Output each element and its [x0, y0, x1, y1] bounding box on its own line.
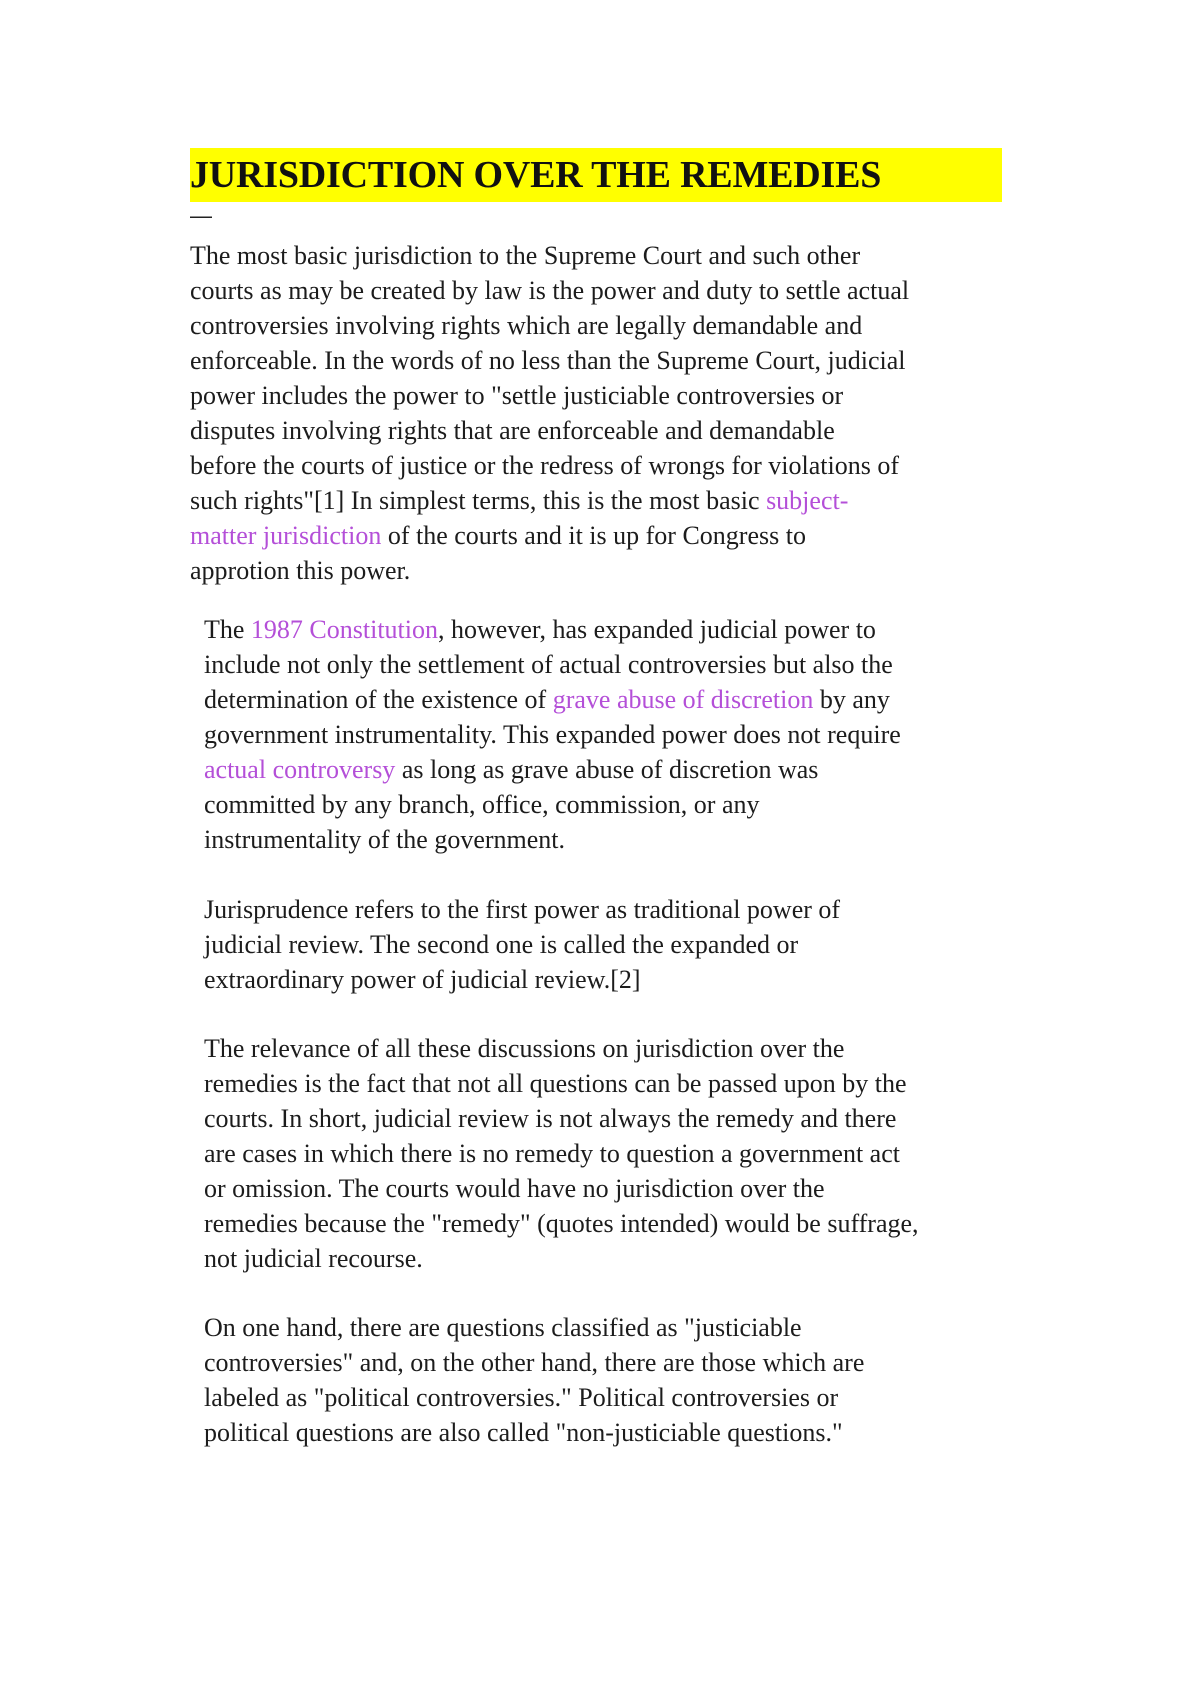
text-line: On one hand, there are questions classified as "justiciable — [204, 1313, 802, 1342]
text-line — [204, 612, 1024, 647]
link-subject-matter-jurisdiction[interactable]: subject- — [766, 486, 849, 515]
text-line: controversies" and, on the other hand, there are those which are — [204, 1348, 865, 1377]
text-segment: The — [204, 615, 251, 644]
text-line: political questions are also called "non-justiciable questions." — [204, 1418, 843, 1447]
text-line: power includes the power to "settle justiciable controversies or — [190, 381, 844, 410]
text-segment: as long as grave abuse of discretion was — [395, 755, 819, 784]
text-line: approtion this power. — [190, 556, 411, 585]
paragraph-judicial-power — [190, 238, 1010, 588]
paragraph-classification — [204, 1310, 1024, 1450]
text-line: judicial review. The second one is called the expanded or — [204, 930, 799, 959]
text-line: or omission. The courts would have no jurisdiction over the — [204, 1174, 825, 1203]
paragraph-relevance — [204, 1031, 1034, 1276]
text-line — [204, 752, 1024, 787]
text-line: remedies is the fact that not all questions can be passed upon by the — [204, 1069, 907, 1098]
text-line: before the courts of justice or the redress of wrongs for violations of — [190, 451, 900, 480]
text-line — [190, 483, 1010, 518]
text-line — [190, 518, 1010, 553]
text-line: include not only the settlement of actual controversies but also the — [204, 650, 893, 679]
text-line: are cases in which there is no remedy to question a government act — [204, 1139, 900, 1168]
link-actual-controversy[interactable]: actual controversy — [204, 755, 396, 784]
link-1987-constitution[interactable]: 1987 Constitution — [250, 615, 438, 644]
paragraph-jurisprudence — [204, 892, 1024, 997]
text-line: disputes involving rights that are enforceable and demandable — [190, 416, 835, 445]
text-segment: by any — [813, 685, 890, 714]
text-line: government instrumentality. This expanded power does not require — [204, 720, 901, 749]
text-segment: , however, has expanded judicial power to — [438, 615, 876, 644]
text-line: labeled as "political controversies." Political controversies or — [204, 1383, 839, 1412]
page-title: JURISDICTION OVER THE REMEDIES — [190, 148, 1002, 202]
text-segment: such rights"[1] In simplest terms, this is the most basic — [190, 486, 767, 515]
link-grave-abuse-of-discretion[interactable]: grave abuse of discretion — [552, 685, 814, 714]
text-line: controversies involving rights which are legally demandable and — [190, 311, 863, 340]
text-line: remedies because the "remedy" (quotes intended) would be suffrage, — [204, 1209, 919, 1238]
text-segment: of the courts and it is up for Congress to — [381, 521, 806, 550]
paragraph-expanded-power — [204, 612, 1024, 857]
text-line: Jurisprudence refers to the first power as traditional power of — [204, 895, 841, 924]
text-line: committed by any branch, office, commission, or any — [204, 790, 760, 819]
text-line: enforceable. In the words of no less than the Supreme Court, judicial — [190, 346, 906, 375]
text-line — [204, 682, 1024, 717]
text-line: courts. In short, judicial review is not always the remedy and there — [204, 1104, 897, 1133]
text-line: The most basic jurisdiction to the Supreme Court and such other — [190, 241, 861, 270]
text-line: extraordinary power of judicial review.[2] — [204, 965, 641, 994]
text-line: instrumentality of the government. — [204, 825, 566, 854]
separator-dash: — — [190, 203, 212, 228]
text-segment: determination of the existence of — [204, 685, 553, 714]
text-line: The relevance of all these discussions on jurisdiction over the — [204, 1034, 845, 1063]
link-subject-matter-jurisdiction-cont[interactable]: matter jurisdiction — [190, 521, 382, 550]
text-line: not judicial recourse. — [204, 1244, 423, 1273]
text-line: courts as may be created by law is the power and duty to settle actual — [190, 276, 910, 305]
